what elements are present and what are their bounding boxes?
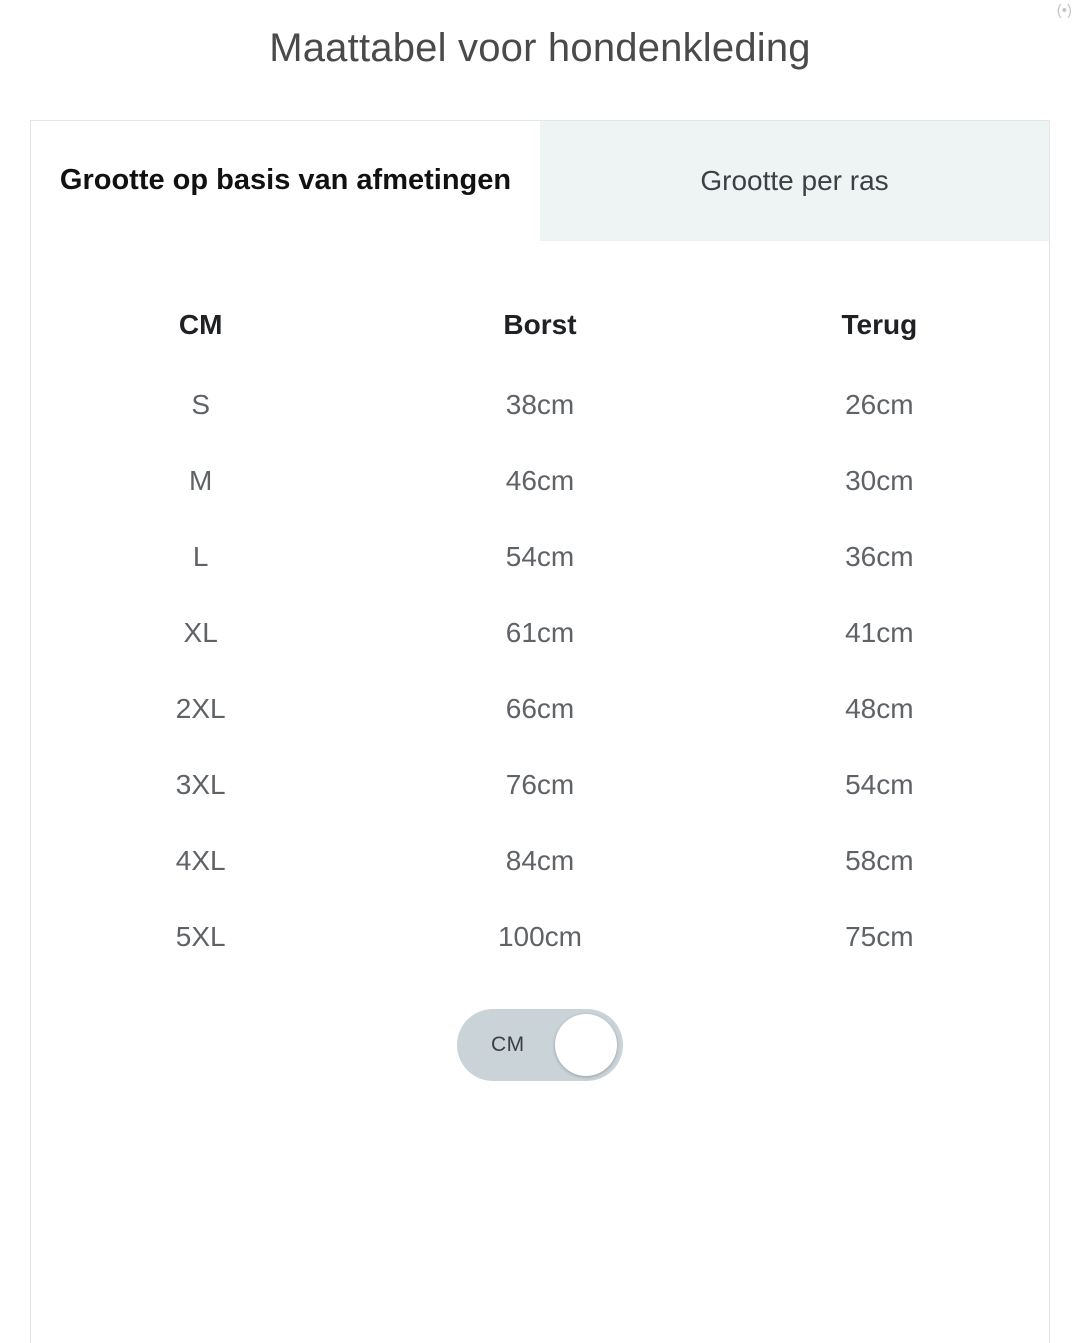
cell-chest: 46cm xyxy=(505,465,575,496)
cell-back: 48cm xyxy=(845,693,914,724)
column-header-chest: Borst xyxy=(503,309,577,340)
cell-size: 5XL xyxy=(175,921,226,952)
size-chart-card xyxy=(30,120,1050,1343)
cell-back: 26cm xyxy=(845,389,914,420)
table-row xyxy=(31,899,1049,975)
cell-size: L xyxy=(192,541,209,572)
table-row xyxy=(31,747,1049,823)
table-row xyxy=(31,443,1049,519)
tab-size-by-measurements[interactable] xyxy=(31,121,540,241)
table-header-row xyxy=(31,283,1049,367)
cell-size: 2XL xyxy=(175,693,226,724)
tab-label: Grootte op basis van afmetingen xyxy=(59,164,512,197)
page-title: Maattabel voor hondenkleding xyxy=(269,26,811,70)
cell-chest: 76cm xyxy=(505,769,575,800)
unit-toggle-label: CM xyxy=(491,1033,525,1056)
cell-chest: 100cm xyxy=(497,921,583,952)
cell-size: 4XL xyxy=(175,845,226,876)
cell-back: 58cm xyxy=(845,845,914,876)
cell-back: 54cm xyxy=(845,769,914,800)
cell-size: S xyxy=(191,389,210,420)
cell-size: XL xyxy=(183,617,218,648)
table-row xyxy=(31,823,1049,899)
toggle-knob-icon[interactable] xyxy=(555,1014,617,1076)
cell-back: 75cm xyxy=(845,921,914,952)
column-header-size: CM xyxy=(178,309,223,340)
cell-chest: 66cm xyxy=(505,693,575,724)
cell-size: M xyxy=(189,465,213,496)
cell-chest: 38cm xyxy=(505,389,575,420)
column-header-back: Terug xyxy=(841,309,918,340)
table-row xyxy=(31,519,1049,595)
table-row xyxy=(31,595,1049,671)
corner-mark: (•) xyxy=(1056,2,1072,19)
cell-back: 36cm xyxy=(845,541,914,572)
cell-back: 41cm xyxy=(845,617,914,648)
tab-label: Grootte per ras xyxy=(700,165,889,196)
table-row xyxy=(31,367,1049,443)
cell-back: 30cm xyxy=(845,465,914,496)
unit-toggle[interactable] xyxy=(457,1009,623,1081)
tab-bar xyxy=(31,121,1049,241)
unit-toggle-container xyxy=(31,1009,1049,1081)
cell-chest: 54cm xyxy=(505,541,575,572)
table-row xyxy=(31,671,1049,747)
size-table xyxy=(31,283,1049,975)
tab-size-by-breed[interactable] xyxy=(540,121,1049,241)
cell-size: 3XL xyxy=(175,769,226,800)
cell-chest: 61cm xyxy=(505,617,575,648)
cell-chest: 84cm xyxy=(505,845,575,876)
